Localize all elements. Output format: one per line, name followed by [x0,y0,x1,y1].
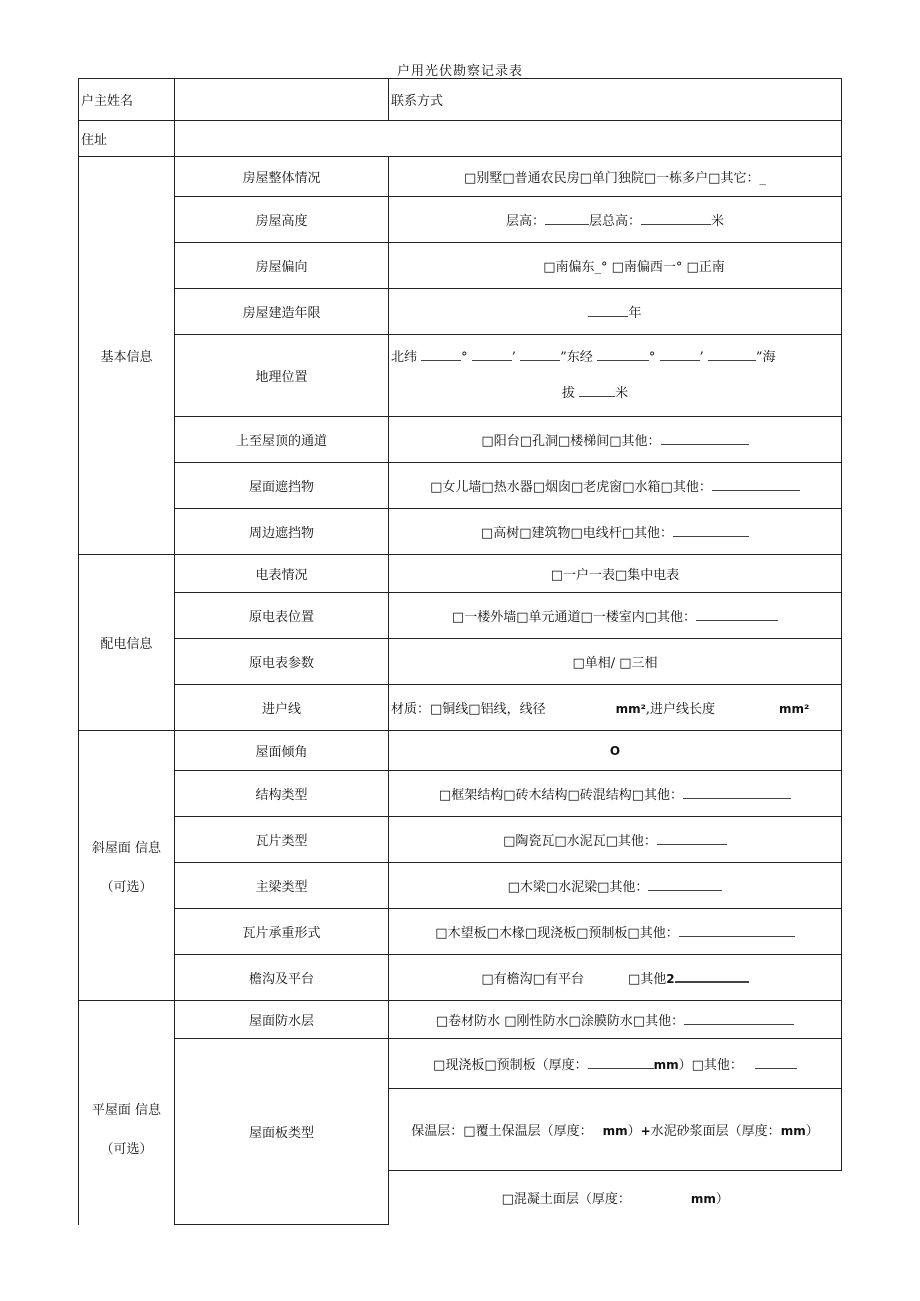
blank-line[interactable] [661,434,749,445]
blank-line[interactable] [641,214,711,225]
address-label: 住址 [79,121,175,157]
meter-options[interactable]: □一户一表□集中电表 [389,555,842,593]
blank-line[interactable] [708,350,756,361]
concrete-options[interactable] [389,1171,842,1225]
paren-close: ） [627,1124,641,1139]
table-row [79,157,842,197]
blank-line[interactable] [684,1014,794,1025]
row-label: 主梁类型 [175,863,389,909]
house-year-field[interactable] [389,289,842,335]
row-label: 屋面倾角 [175,731,389,771]
options-text: □高树□建筑物□电线杆□其他： [480,526,674,541]
sea-label: ”海 [755,349,776,365]
beam-options[interactable] [389,863,842,909]
options-text: □有檐沟□有平台 [481,972,584,987]
degree-mark: ° [648,349,656,365]
options-text: □木梁□水泥梁□其他： [507,880,649,895]
minute-mark: ’ [511,349,516,365]
table-row [79,289,842,335]
slab-type-options[interactable] [389,1039,842,1089]
table-row [79,685,842,731]
options-text: □一楼外墙□单元通道□一楼室内□其他： [451,610,697,625]
year-unit: 年 [628,306,642,321]
insulation-text: 保温层：□覆土保温层（厚度： [411,1124,593,1139]
blank-line[interactable] [675,971,749,983]
blank-line[interactable] [755,1058,797,1069]
blank-line[interactable] [712,480,800,491]
paren-close: ） [715,1192,729,1208]
table-row [79,593,842,639]
slab-text: □现浇板□预制板（厚度： [433,1058,588,1073]
blank-line[interactable] [679,926,795,937]
concrete-text: □混凝土面层（厚度： [501,1192,631,1208]
total-height-label: 层总高： [588,214,641,229]
section-flat-title: 平屋面 信息 [91,1102,162,1118]
table-row [79,817,842,863]
insulation-options[interactable] [389,1089,842,1171]
row-label: 檐沟及平台 [175,955,389,1001]
options-text: □框架结构□砖木结构□砖混结构□其他： [438,788,684,803]
other-label: □其他 [627,972,667,987]
table-row [79,417,842,463]
options-text: □女儿墙□热水器□烟囱□老虎窗□水箱□其他： [430,480,712,495]
owner-name-label: 户主姓名 [79,79,175,121]
table-row [79,197,842,243]
unit-mm2: mm² [615,702,646,716]
structure-options[interactable] [389,771,842,817]
house-overall-options[interactable]: □别墅□普通农民房□单门独院□一栋多户□其它：_ [389,157,842,197]
blank-line[interactable] [421,350,461,361]
blank-line[interactable] [597,350,649,361]
row-label: 电表情况 [175,555,389,593]
second-mark: ” [560,349,567,365]
meter-unit: 米 [615,385,629,401]
roof-access-options[interactable] [389,417,842,463]
owner-name-field[interactable] [175,79,389,121]
meter-unit: 米 [711,214,725,229]
unit-mm: mm [690,1192,716,1207]
row-label: 进户线 [175,685,389,731]
row-label: 房屋偏向 [175,243,389,289]
table-row [79,771,842,817]
row-label: 原电表参数 [175,639,389,685]
row-label: 瓦片类型 [175,817,389,863]
floor-height-label: 层高： [505,214,545,229]
section-flat-optional: （可选） [100,1141,153,1157]
options-text: □陶瓷瓦□水泥瓦□其他： [503,834,657,849]
blank-line[interactable] [472,350,512,361]
paren-close: ） [805,1124,819,1139]
row-label: 屋面板类型 [175,1039,389,1225]
blank-line[interactable] [588,306,628,317]
row-label: 房屋高度 [175,197,389,243]
blank-line[interactable] [648,880,722,891]
blank-line[interactable] [545,214,589,225]
incoming-line-field[interactable] [389,685,842,731]
table-row [79,639,842,685]
blank-line[interactable] [673,526,749,537]
options-text: □卷材防水 □刚性防水□涂膜防水□其他： [435,1014,685,1029]
unit-mm2: mm² [778,702,810,716]
table-row [79,955,842,1001]
longitude-label: 东经 [566,349,593,365]
blank-line[interactable] [520,350,560,361]
row-label: 房屋整体情况 [175,157,389,197]
house-height-field[interactable] [389,197,842,243]
meter-position-options[interactable] [389,593,842,639]
geo-field[interactable] [389,335,842,417]
section-slope-optional: （可选） [100,879,153,895]
row-label: 屋面遮挡物 [175,463,389,509]
blank-line[interactable] [579,386,615,397]
table-row [79,243,842,289]
row-label: 屋面防水层 [175,1001,389,1039]
unit-mm: mm [602,1124,628,1138]
row-label: 房屋建造年限 [175,289,389,335]
section-flat [79,1001,175,1225]
tile-options[interactable] [389,817,842,863]
degree-mark: ° [461,349,468,365]
roof-obstacles-options[interactable] [389,463,842,509]
table-row [79,1001,842,1039]
slab-other-text: ）□其他： [678,1058,743,1073]
row-label: 结构类型 [175,771,389,817]
table-row [79,909,842,955]
meter-params-options[interactable]: □单相/ □三相 [389,639,842,685]
section-basic: 基本信息 [79,157,175,555]
latitude-label: 北纬 [391,349,418,365]
table-row [79,1039,842,1089]
table-row [79,731,842,771]
material-text: 材质：□铜线□铝线，线径 [391,702,546,717]
blank-line[interactable] [588,1058,654,1069]
survey-form-table [78,78,842,1225]
table-row [79,863,842,909]
row-label: 地理位置 [175,335,389,417]
blank-line[interactable] [696,610,778,621]
section-slope [79,731,175,1001]
table-row [79,509,842,555]
section-slope-title: 斜屋面 信息 [91,840,162,856]
blank-line[interactable] [657,834,727,845]
row-label: 上至屋顶的通道 [175,417,389,463]
blank-line[interactable] [683,788,791,799]
row-label: 周边遮挡物 [175,509,389,555]
unit-mm: mm [653,1058,679,1072]
address-row [79,121,842,157]
gutter-options[interactable] [389,955,842,1001]
options-text: □阳台□孔洞□楼梯间□其他： [481,434,661,449]
address-field[interactable] [175,121,842,157]
plus-sign: + [640,1124,651,1138]
row-label: 瓦片承重形式 [175,909,389,955]
surround-obstacles-options[interactable] [389,509,842,555]
roof-tilt-field[interactable]: O [389,731,842,771]
page-title: 户用光伏勘察记录表 [396,64,523,79]
section-power: 配电信息 [79,555,175,731]
altitude-label: 拔 [561,385,575,401]
options-text: □木望板□木椽□现浇板□预制板□其他： [435,926,679,941]
mortar-text: 水泥砂浆面层（厚度： [650,1124,781,1139]
table-row [79,335,842,417]
table-row [79,463,842,509]
minute-mark: ’ [699,349,704,365]
table-row [79,555,842,593]
other-value: 2 [666,972,675,986]
length-label: ,进户线长度 [645,702,715,717]
blank-line[interactable] [660,350,700,361]
unit-mm: mm [780,1124,806,1138]
tile-support-options[interactable] [389,909,842,955]
row-label: 原电表位置 [175,593,389,639]
waterproof-options[interactable] [389,1001,842,1039]
orientation-options[interactable]: □南偏东_° □南偏西一° □正南 [389,243,842,289]
contact-label[interactable]: 联系方式 [389,79,842,121]
owner-row [79,79,842,121]
